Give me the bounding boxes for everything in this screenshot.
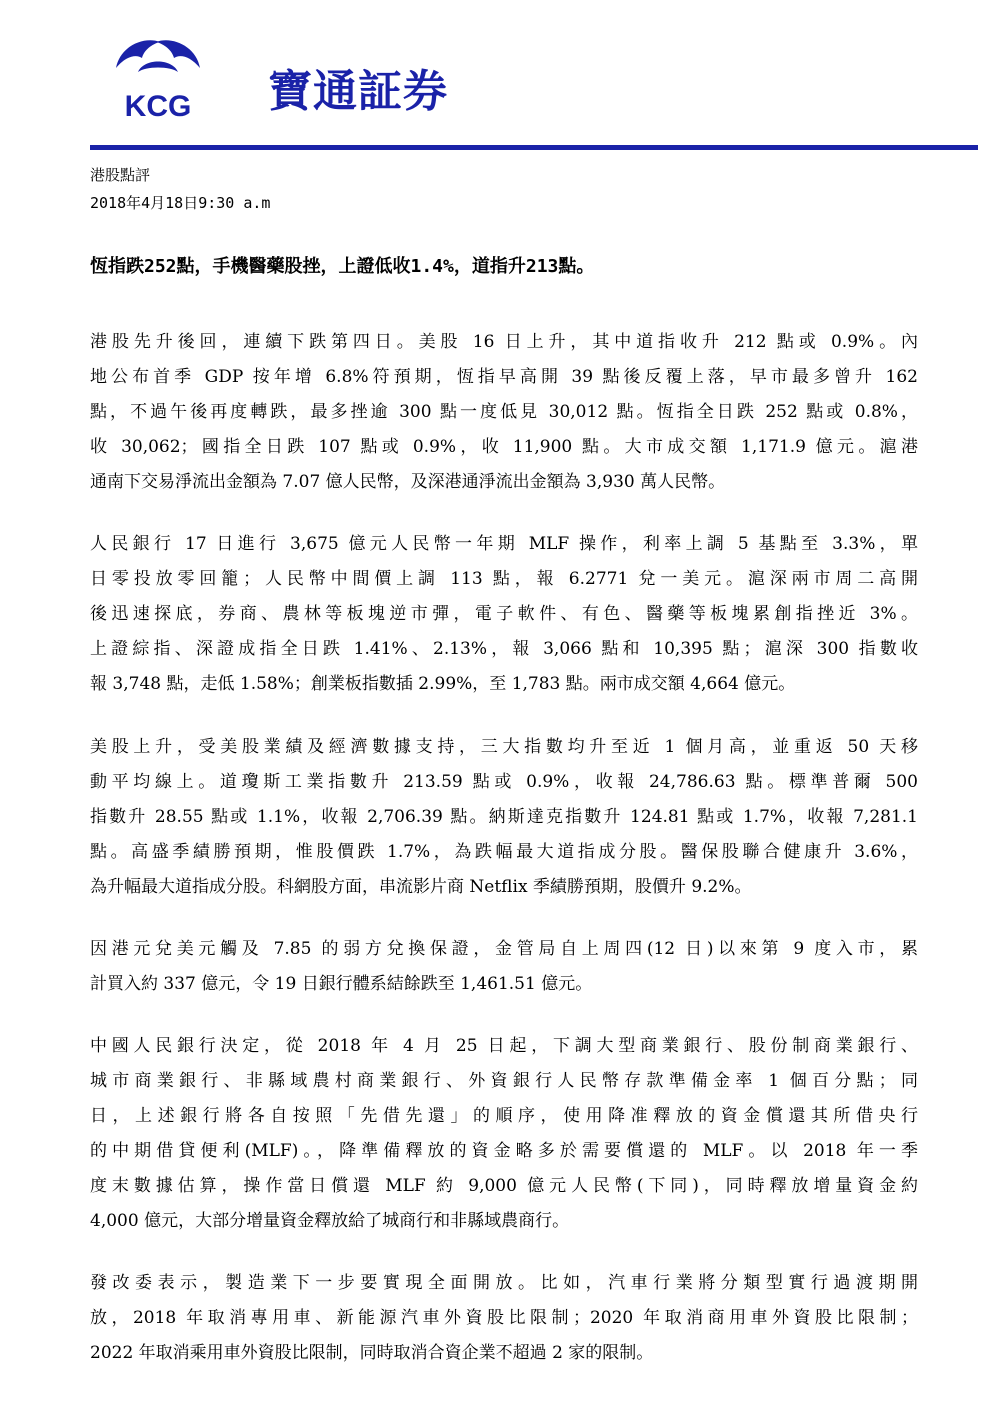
text-line: 度末數據估算，操作當日償還 MLF 約 9,000 億元人民幣(下同)，同時釋放增量資金約 — [90, 1176, 918, 1196]
text-line: 的中期借貸便利(MLF)。，降準備釋放的資金略多於需要償還的 MLF。以 2018 年一季 — [90, 1141, 918, 1161]
text-line: 指數升 28.55 點或 1.1%，收報 2,706.39 點。納斯達克指數升 124.81 點或 1.7%，收報 7,281.1 — [90, 807, 918, 827]
text-line: 收 30,062；國指全日跌 107 點或 0.9%，收 11,900 點。大市成交額 1,171.9 億元。滬港 — [90, 437, 918, 457]
text-line: 放，2018 年取消專用車、新能源汽車外資股比限制；2020 年取消商用車外資股比限制； — [90, 1308, 918, 1328]
report-category: 港股點評 — [90, 166, 151, 184]
text-line: 4,000 億元，大部分增量資金釋放給了城商行和非縣域農商行。 — [90, 1211, 570, 1231]
text-line: 2022 年取消乘用車外資股比限制，同時取消合資企業不超過 2 家的限制。 — [90, 1343, 654, 1363]
paragraph-6 — [90, 1266, 918, 1371]
text-line: 中國人民銀行決定，從 2018 年 4 月 25 日起，下調大型商業銀行、股份制商業銀行、 — [90, 1036, 918, 1056]
company-name: 寶通証券 — [268, 66, 448, 117]
text-line: 日零投放零回籠；人民幣中間價上調 113 點，報 6.2771 兌一美元。滬深兩市周二高開 — [90, 569, 918, 589]
text-line: 點。高盛季績勝預期，惟股價跌 1.7%，為跌幅最大道指成分股。醫保股聯合健康升 3.6%， — [90, 842, 918, 862]
text-line: 計買入約 337 億元，令 19 日銀行體系結餘跌至 1,461.51 億元。 — [90, 974, 593, 994]
kcg-logo — [108, 28, 208, 124]
text-line: 動平均線上。道瓊斯工業指數升 213.59 點或 0.9%，收報 24,786.63 點。標準普爾 500 — [90, 772, 918, 792]
text-line: 城市商業銀行、非縣域農村商業銀行、外資銀行人民幣存款準備金率 1 個百分點；同 — [90, 1071, 918, 1091]
header-divider — [90, 145, 978, 150]
report-headline: 恆指跌252點，手機醫藥股挫，上證低收1.4%，道指升213點。 — [90, 256, 595, 277]
text-line: 港股先升後回，連續下跌第四日。美股 16 日上升，其中道指收升 212 點或 0.9%。內 — [90, 332, 918, 352]
text-line: 點，不過午後再度轉跌，最多挫逾 300 點一度低見 30,012 點。恆指全日跌 252 點或 0.8%， — [90, 402, 918, 422]
text-line: 通南下交易淨流出金額為 7.07 億人民幣，及深港通淨流出金額為 3,930 萬人民幣。 — [90, 472, 726, 492]
text-line: 美股上升，受美股業績及經濟數據支持，三大指數均升至近 1 個月高，並重返 50 天移 — [90, 737, 918, 757]
paragraph-5 — [90, 1029, 918, 1239]
report-meta — [90, 161, 270, 217]
text-line: 後迅速探底，券商、農林等板塊逆市彈，電子軟件、有色、醫藥等板塊累創指挫近 3%。 — [90, 604, 918, 624]
text-line: 因港元兌美元觸及 7.85 的弱方兌換保證，金管局自上周四(12 日)以來第 9 度入市，累 — [90, 939, 918, 959]
logo-text: KCG — [124, 90, 192, 123]
kcg-logo-icon — [108, 28, 208, 124]
paragraph-1 — [90, 325, 918, 500]
text-line: 上證綜指、深證成指全日跌 1.41%、2.13%，報 3,066 點和 10,395 點；滬深 300 指數收 — [90, 639, 918, 659]
paragraph-4 — [90, 932, 918, 1002]
text-line: 人民銀行 17 日進行 3,675 億元人民幣一年期 MLF 操作，利率上調 5 基點至 3.3%，單 — [90, 534, 918, 554]
paragraph-3 — [90, 730, 918, 905]
report-datetime: 2018年4月18日9:30 a.m — [90, 194, 271, 212]
text-line: 日，上述銀行將各自按照「先借先還」的順序，使用降准釋放的資金償還其所借央行 — [90, 1106, 918, 1126]
text-line: 發改委表示，製造業下一步要實現全面開放。比如，汽車行業將分類型實行過渡期開 — [90, 1273, 918, 1293]
paragraph-2 — [90, 527, 918, 702]
text-line: 報 3,748 點，走低 1.58%；創業板指數插 2.99%，至 1,783 點。兩市成交額 4,664 億元。 — [90, 674, 796, 694]
text-line: 為升幅最大道指成分股。科網股方面，串流影片商 Netflix 季績勝預期，股價升 9.2%。 — [90, 877, 752, 897]
text-line: 地公布首季 GDP 按年增 6.8%符預期，恆指早高開 39 點後反覆上落，早市最多曾升 162 — [90, 367, 918, 387]
